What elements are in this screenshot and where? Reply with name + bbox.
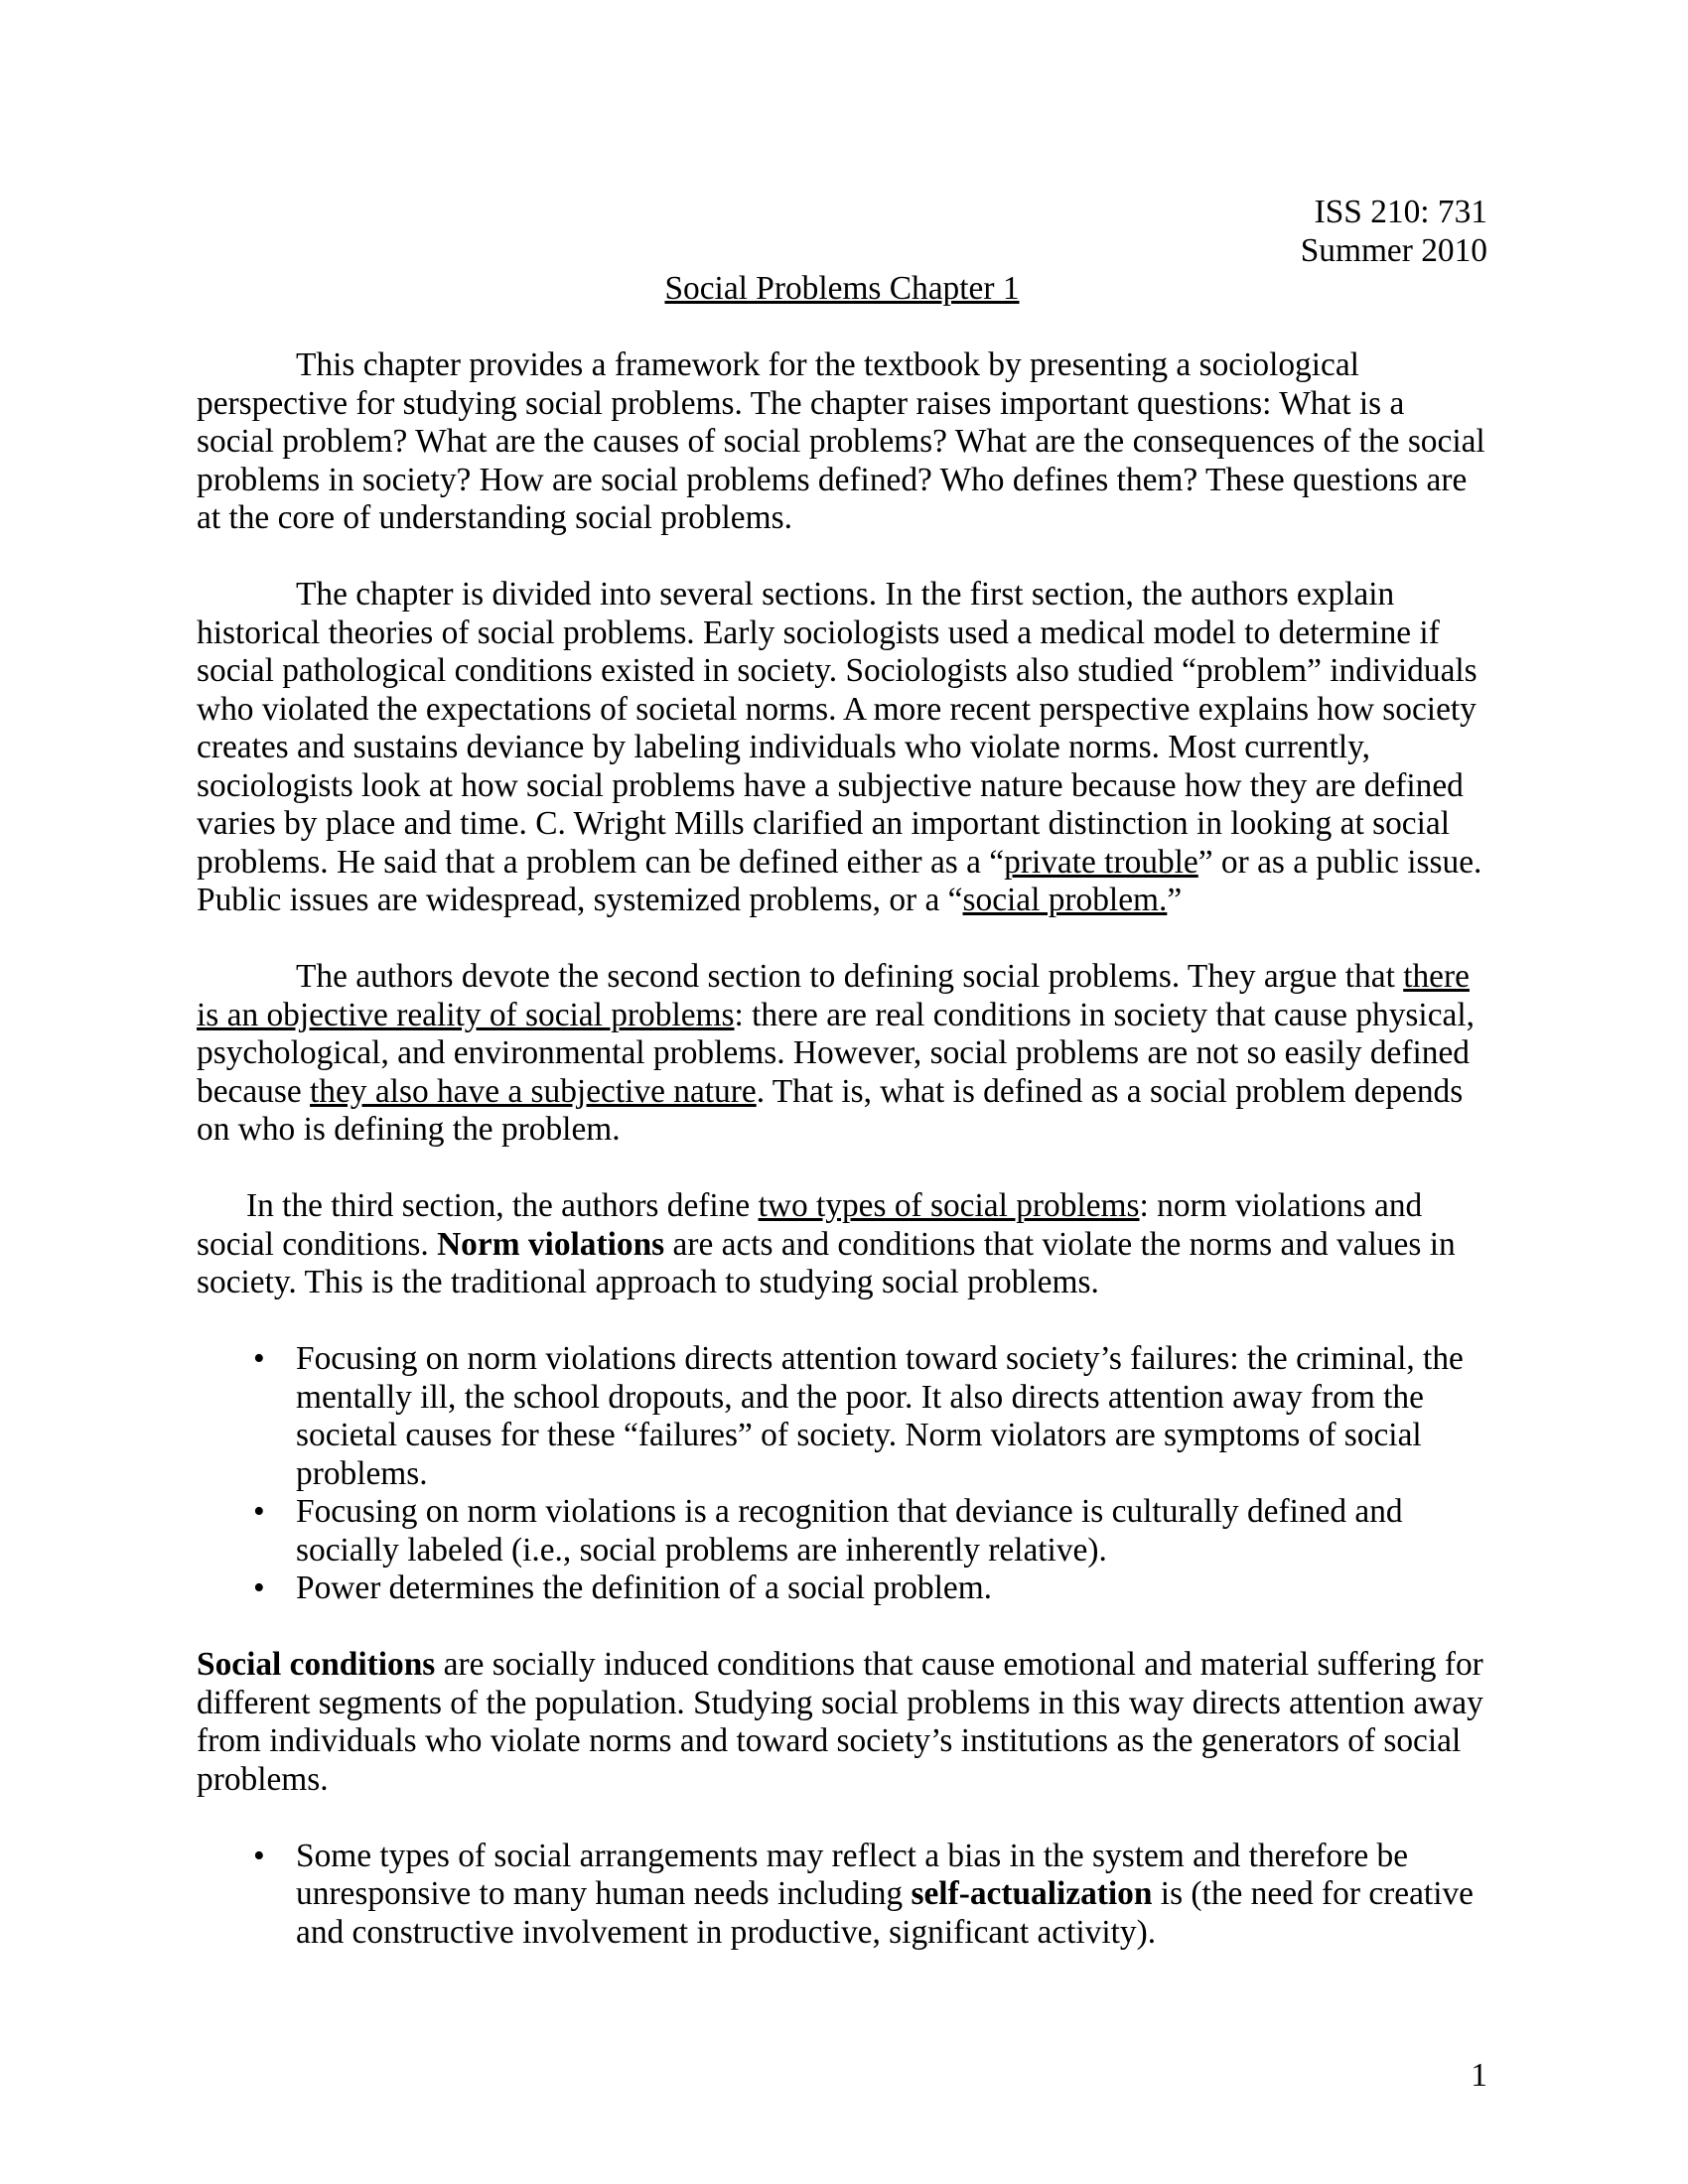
course-id: ISS 210: 731 [1314, 194, 1487, 230]
text-segment: Norm violations [437, 1225, 665, 1263]
social-conditions-bullet-list [197, 1838, 1487, 1953]
text-segment: The authors devote the second section to defining social problems. They argue that [296, 958, 1404, 995]
text-segment: The chapter is divided into several sections. In the first section, the authors explain historical theories of social problems. Early sociologists used a medical model to determine if social pathological conditions existed in society. Sociologists also studied “problem” individuals who violated the expectations of societal norms. A more recent perspective explains how society creates and sustains deviance by labeling individuals who violate norms. Most currently, sociologists look at how social problems have a subjective nature because how they are defined varies by place and time. C. Wright Mills clarified an important distinction in looking at social problems. He said that a problem can be defined either as a “ [197, 576, 1477, 881]
text-segment: are acts and conditions that violate the norms and values in society. This is the traditional approach to studying social problems. [197, 1225, 1456, 1300]
text-segment: ” [1167, 882, 1183, 918]
text-segment: ” or as a public issue. Public issues are widespread, systemized problems, or a “ [197, 843, 1482, 918]
paragraph-sections-overview [197, 576, 1487, 920]
text-segment: two types of social problems [758, 1187, 1140, 1224]
document-title-text: Social Problems Chapter 1 [664, 270, 1020, 307]
text-segment: Some types of social arrangements may reflect a bias in the system and therefore be unresponsive to many human needs including [296, 1837, 1409, 1912]
paragraph-social-conditions [197, 1646, 1487, 1799]
text-segment: social problem. [962, 882, 1168, 918]
page-number: 1 [1471, 2057, 1487, 2094]
text-segment: : norm violations and social conditions. [197, 1187, 1423, 1263]
list-item [197, 1838, 1487, 1953]
term-label: Summer 2010 [1300, 231, 1487, 269]
text-segment: there is an objective reality of social problems [197, 958, 1470, 1033]
text-segment: Social conditions [197, 1646, 436, 1683]
list-item: • Focusing on norm violations is a recognition that deviance is culturally defined and socially labeled (i.e., social problems are inherently relative). [197, 1493, 1487, 1570]
list-item: • Focusing on norm violations directs attention toward society’s failures: the criminal, the mentally ill, the school dropouts, and the poor. It also directs attention away from the societal causes for these “failures” of society. Norm violators are symptoms of social problems. [197, 1340, 1487, 1493]
text-segment: self-actualization [911, 1875, 1153, 1912]
document-title [197, 270, 1487, 309]
text-segment: This chapter provides a framework for the textbook by presenting a sociological perspective for studying social problems. The chapter raises important questions: What is a social problem? What are the causes of social problems? What are the consequences of the social problems in society? How are social problems defined? Who defines them? These questions are at the core of understanding social problems. [197, 346, 1485, 536]
document-header [197, 194, 1487, 270]
text-segment: : there are real conditions in society that cause physical, psychological, and environmental problems. However, social problems are not so easily defined because [197, 996, 1475, 1110]
paragraph-intro [197, 346, 1487, 538]
text-segment: private trouble [1004, 843, 1198, 881]
text-segment: they also have a subjective nature [310, 1072, 757, 1110]
norm-violations-bullet-list [197, 1340, 1487, 1608]
text-segment: . That is, what is defined as a social problem depends on who is defining the problem. [197, 1072, 1464, 1148]
text-segment: is (the need for creative and constructive involvement in productive, significant activity). [296, 1875, 1474, 1951]
text-segment: In the third section, the authors define [246, 1187, 759, 1224]
text-segment: are socially induced conditions that cause emotional and material suffering for different segments of the population. Studying social problems in this way directs attention away from individuals who violate norms and toward society’s institutions as the generators of social problems. [197, 1646, 1483, 1798]
list-item: • Power determines the definition of a social problem. [197, 1570, 1487, 1608]
paragraph-defining-social-problems [197, 958, 1487, 1150]
paragraph-third-section [197, 1187, 1487, 1302]
